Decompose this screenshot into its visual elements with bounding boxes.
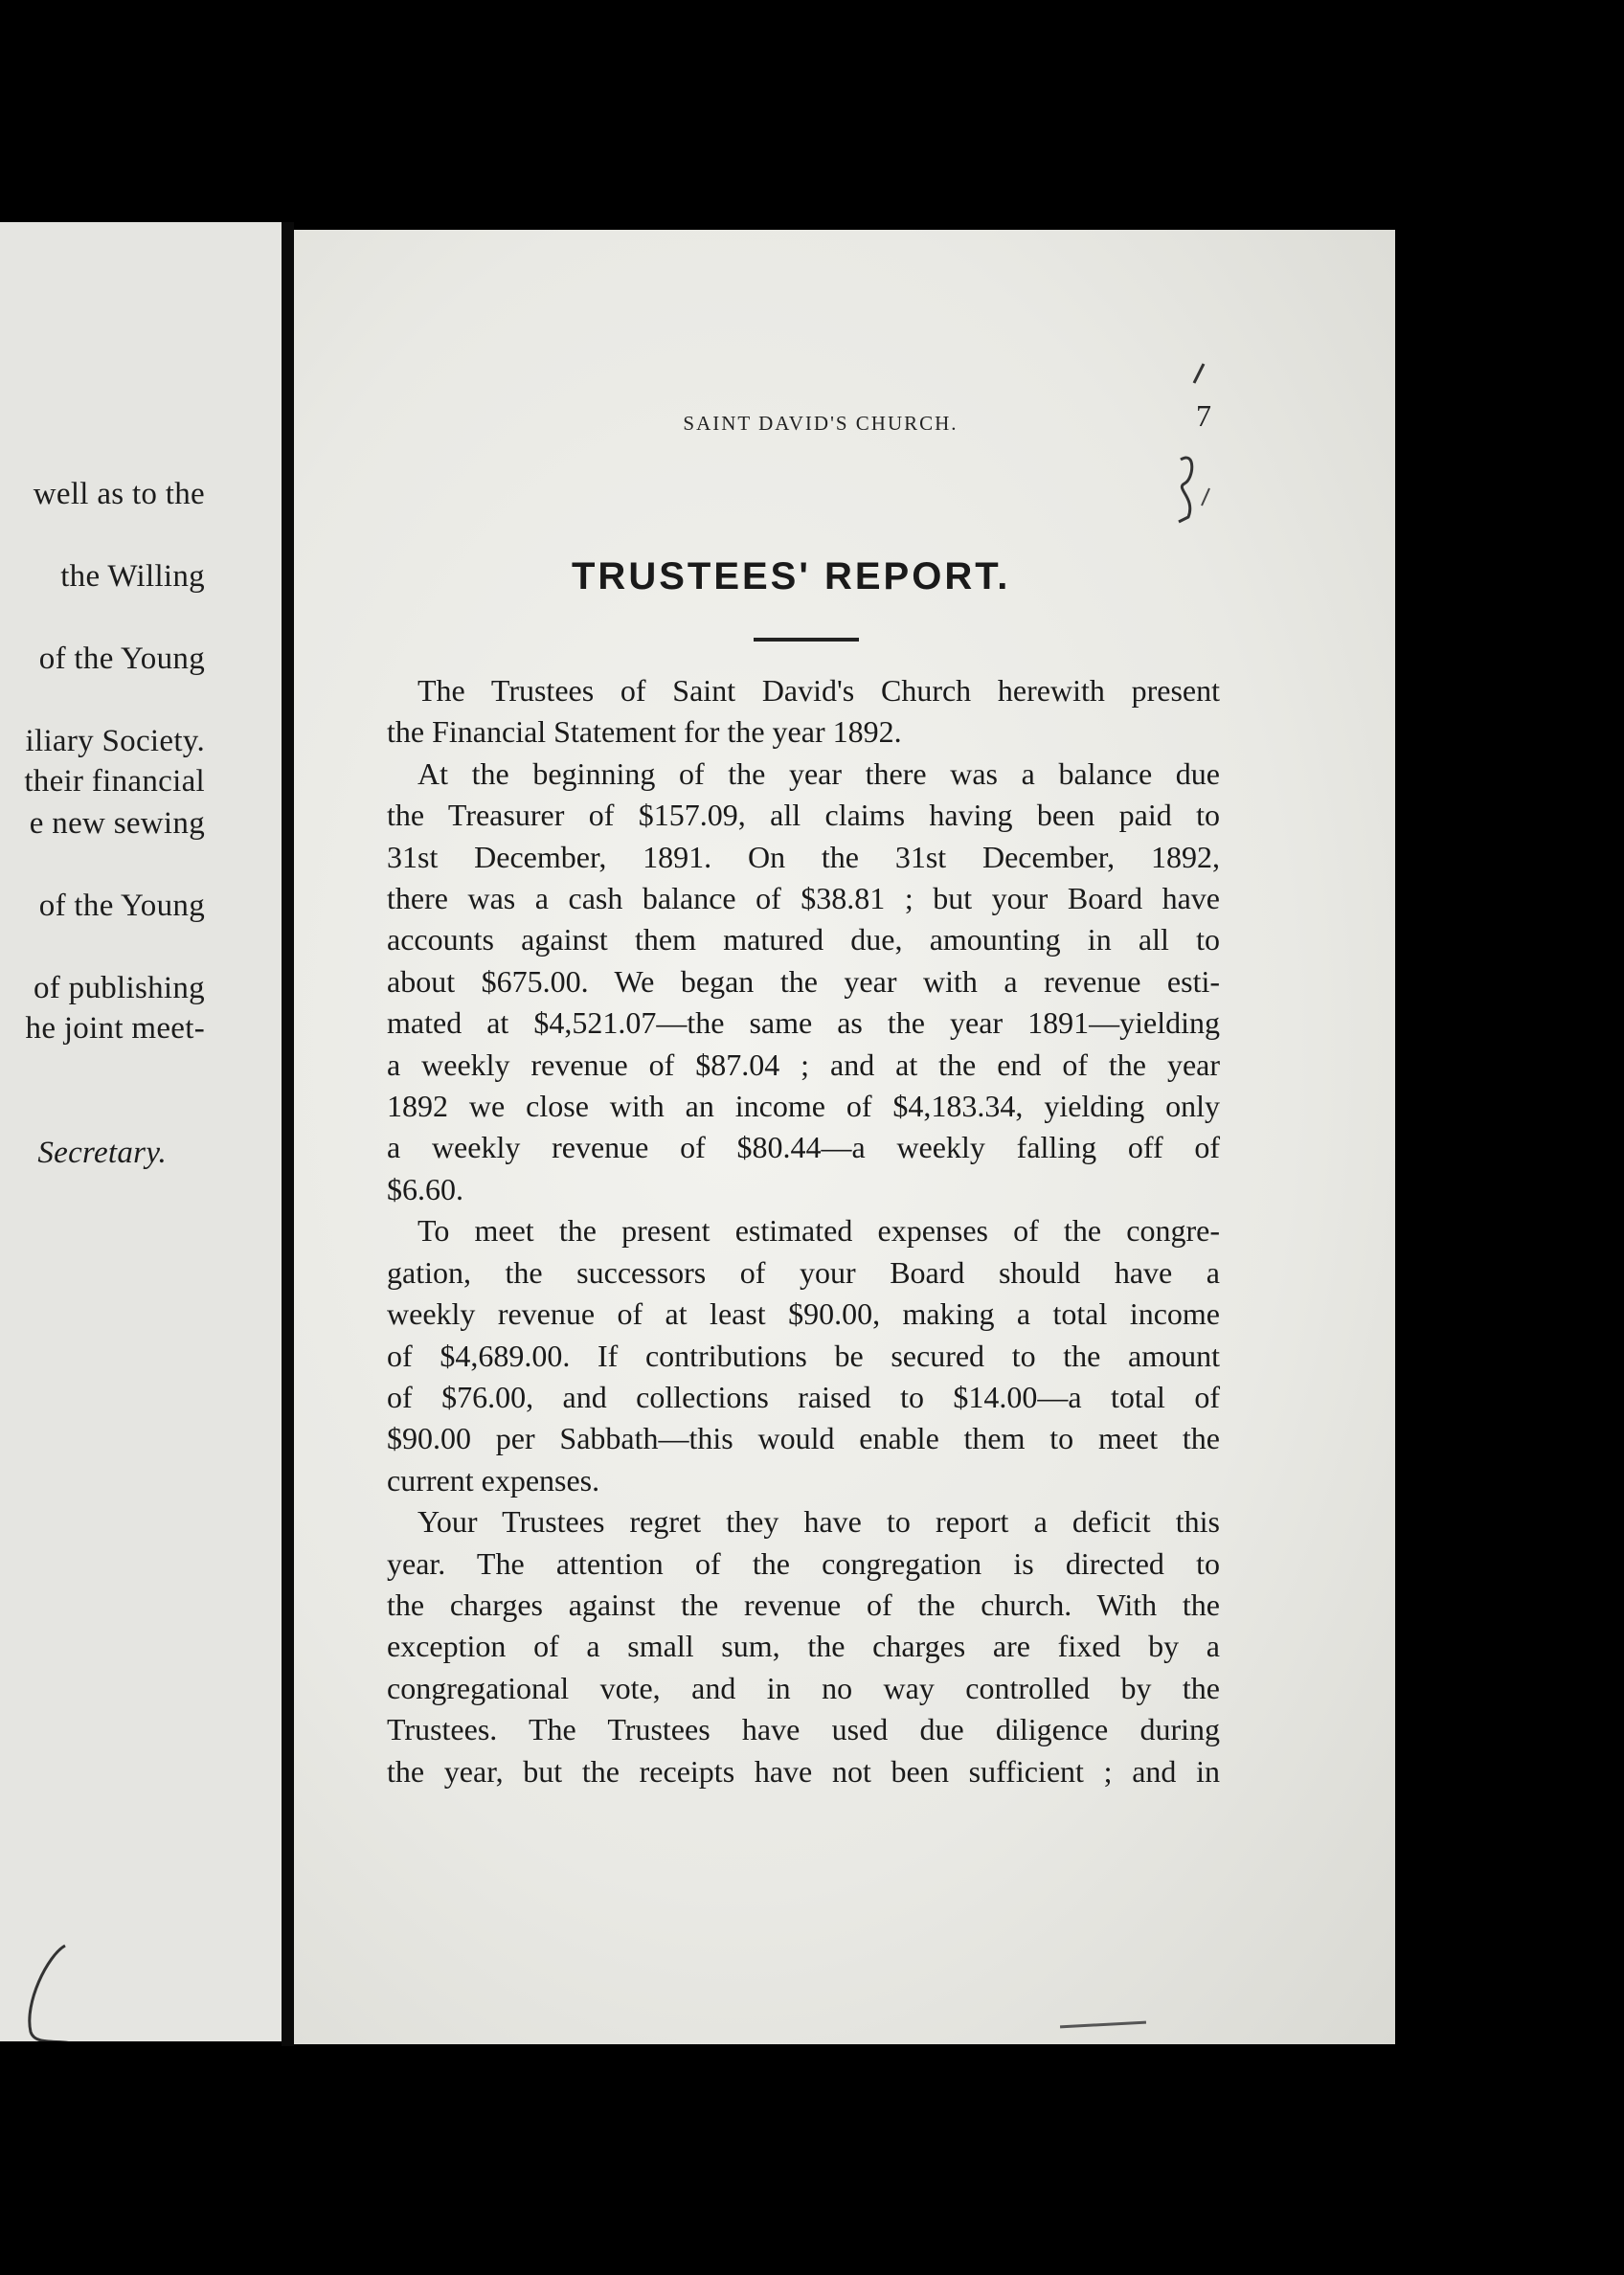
- body-line: current expenses.: [387, 1462, 600, 1498]
- body-line: The Trustees of Saint David's Church herewith present: [417, 673, 1220, 708]
- body-line: 31st December, 1891. On the 31st December, 1892,: [387, 839, 1220, 874]
- report-body: [387, 670, 1220, 1792]
- body-line: of $4,689.00. If contributions be secured to the amount: [387, 1338, 1220, 1373]
- handwritten-mark-icon: [1167, 354, 1225, 527]
- body-line: To meet the present estimated expenses of the congre-: [417, 1213, 1220, 1249]
- body-line: the charges against the revenue of the church. With the: [387, 1587, 1220, 1622]
- report-title: TRUSTEES' REPORT.: [572, 555, 1011, 597]
- left-page-signature-line: Secretary.: [37, 1136, 167, 1170]
- left-page-line: the Willing: [60, 559, 205, 594]
- body-line: a weekly revenue of $87.04 ; and at the end of the year: [387, 1047, 1220, 1082]
- body-line: 1892 we close with an income of $4,183.34, yielding only: [387, 1089, 1220, 1124]
- page-number: 7: [1196, 398, 1211, 433]
- body-line: of $76.00, and collections raised to $14.00—a total of: [387, 1379, 1220, 1414]
- body-line: $6.60.: [387, 1171, 463, 1206]
- left-page-line: well as to the: [33, 477, 205, 511]
- body-line: mated at $4,521.07—the same as the year 1891—yielding: [387, 1005, 1220, 1041]
- left-page-line: of publishing: [34, 971, 205, 1005]
- left-page-line: he joint meet-: [25, 1011, 205, 1046]
- left-page: [0, 222, 282, 2041]
- body-line: Your Trustees regret they have to report a deficit this: [417, 1504, 1220, 1540]
- body-line: exception of a small sum, the charges are fixed by a: [387, 1629, 1220, 1664]
- page-gutter: [282, 222, 294, 2046]
- body-line: the year, but the receipts have not been sufficient ; and in: [387, 1753, 1220, 1789]
- left-page-line: of the Young: [38, 889, 205, 923]
- body-line: a weekly revenue of $80.44—a weekly falling off of: [387, 1130, 1220, 1165]
- body-line: weekly revenue of at least $90.00, making a total income: [387, 1296, 1220, 1332]
- body-line: gation, the successors of your Board should have a: [387, 1254, 1220, 1290]
- body-line: there was a cash balance of $38.81 ; but your Board have: [387, 881, 1220, 916]
- body-line: At the beginning of the year there was a balance due: [417, 755, 1220, 791]
- pencil-scribble-icon: [19, 1936, 124, 2041]
- right-page: [294, 230, 1395, 2044]
- left-page-line: of the Young: [38, 642, 205, 676]
- body-line: year. The attention of the congregation is directed to: [387, 1545, 1220, 1581]
- title-rule: [754, 638, 859, 642]
- body-line: accounts against them matured due, amounting in all to: [387, 922, 1220, 957]
- body-line: congregational vote, and in no way controlled by the: [387, 1670, 1220, 1705]
- body-line: Trustees. The Trustees have used due diligence during: [387, 1712, 1220, 1747]
- body-line: $90.00 per Sabbath—this would enable them to meet the: [387, 1421, 1220, 1456]
- pencil-stroke-mark: [1060, 2021, 1146, 2029]
- running-head: SAINT DAVID'S CHURCH.: [683, 412, 959, 435]
- left-page-line: iliary Society.: [25, 724, 205, 758]
- left-page-line: e new sewing: [29, 806, 205, 841]
- body-line: the Financial Statement for the year 1892.: [387, 714, 902, 750]
- left-page-line: their financial: [24, 764, 205, 799]
- body-line: about $675.00. We began the year with a revenue esti-: [387, 963, 1220, 999]
- body-line: the Treasurer of $157.09, all claims having been paid to: [387, 798, 1220, 833]
